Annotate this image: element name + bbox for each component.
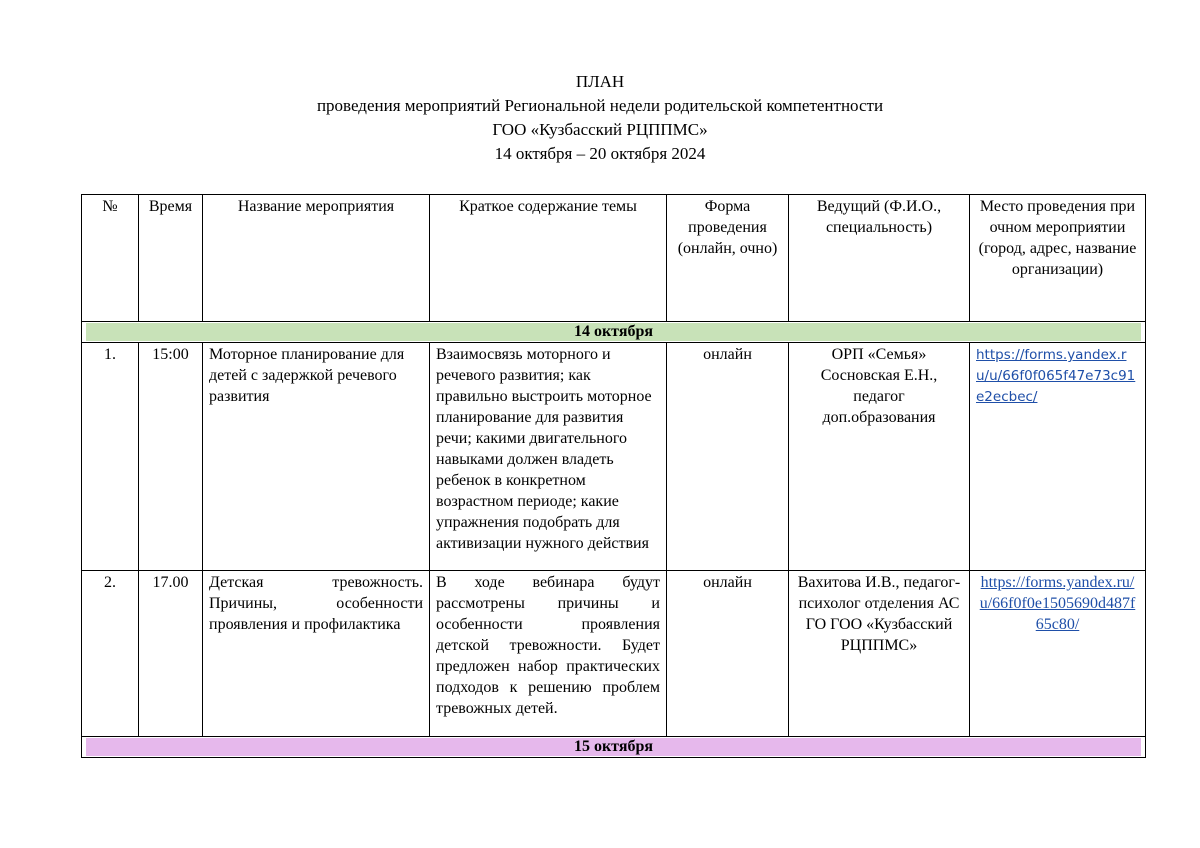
- col-header-time: [139, 195, 203, 322]
- cell-time: 15:00: [139, 343, 203, 571]
- col-header-host: Ведущий (Ф.И.О., специальность): [789, 195, 970, 322]
- day-row: [82, 737, 1146, 758]
- registration-link[interactable]: https://forms.yandex.ru/u/66f0f0e1505690d487f65c80/: [979, 574, 1136, 633]
- cell-place: [970, 343, 1146, 571]
- doc-title: ПЛАН: [575, 72, 625, 91]
- col-header-content: Краткое содержание темы: [430, 195, 667, 322]
- day-row: [82, 322, 1146, 343]
- cell-content: В ходе вебинара будут рассмотрены причины и особенности проявления детской тревожности. Будет предложен набор практических подходов к решению проблем тревожных детей.: [430, 571, 667, 737]
- events-table: [81, 194, 1146, 758]
- col-header-number: №: [82, 195, 139, 322]
- day-label: 15 октября: [86, 738, 1141, 756]
- table-row: [82, 571, 1146, 737]
- doc-date-range: 14 октября – 20 октября 2024: [494, 144, 706, 163]
- doc-subtitle: проведения мероприятий Региональной недели родительской компетентности: [316, 96, 884, 115]
- table-row: [82, 343, 1146, 571]
- registration-link[interactable]: https://forms.yandex.ru/u/66f0f065f47e73c91e2ecbec/: [976, 347, 1136, 405]
- cell-number: 1.: [82, 343, 139, 571]
- col-header-time-text: Время: [148, 198, 193, 215]
- col-header-form: Форма проведения (онлайн, очно): [667, 195, 789, 322]
- doc-organization: ГОО «Кузбасский РЦППМС»: [492, 120, 708, 139]
- cell-number: 2.: [82, 571, 139, 737]
- cell-form: онлайн: [667, 343, 789, 571]
- cell-event-name: Моторное планирование для детей с задержкой речевого развития: [203, 343, 430, 571]
- table-header-row: [82, 195, 1146, 322]
- cell-time: 17.00: [139, 571, 203, 737]
- cell-host: ОРП «Семья» Сосновская Е.Н., педагог доп.образования: [789, 343, 970, 571]
- cell-place: [970, 571, 1146, 737]
- day-cell: [82, 322, 1146, 343]
- day-label: 14 октября: [86, 323, 1141, 341]
- col-header-place: Место проведения при очном мероприятии (город, адрес, название организации): [970, 195, 1146, 322]
- document-header: [0, 70, 1200, 166]
- col-header-event-name: Название мероприятия: [203, 195, 430, 322]
- cell-host: Вахитова И.В., педагог-психолог отделения АС ГО ГОО «Кузбасский РЦППМС»: [789, 571, 970, 737]
- cell-form: онлайн: [667, 571, 789, 737]
- day-cell: [82, 737, 1146, 758]
- cell-event-name: Детская тревожность. Причины, особенности проявления и профилактика: [203, 571, 430, 737]
- cell-content: Взаимосвязь моторного и речевого развития; как правильно выстроить моторное планирование для развития речи; какими двигательного навыками должен владеть ребенок в конкретном возрастном периоде; какие упражнения подобрать для активизации нужного действия: [430, 343, 667, 571]
